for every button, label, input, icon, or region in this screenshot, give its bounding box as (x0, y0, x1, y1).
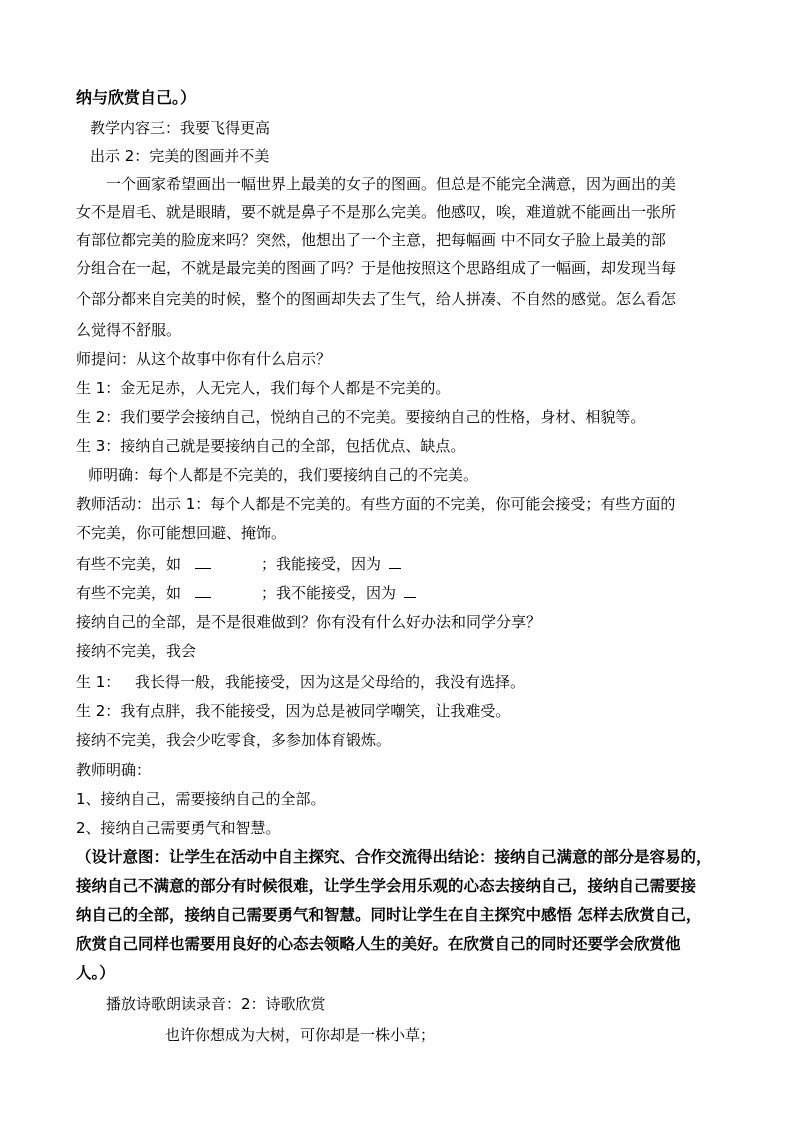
text-line: 纳与欣赏自己。） (76, 88, 197, 107)
text-line: 接纳自己的全部，是不是很难做到？你有没有什么好办法和同学分享？ (76, 613, 542, 631)
text-line: 2、接纳自己需要勇气和智慧。 (76, 819, 281, 837)
text-line: 生 3：接纳自己就是要接纳自己的全部，包括优点、缺点。 (76, 437, 466, 455)
text-line: 教师明确： (76, 761, 152, 779)
text-line: 生 1： (76, 673, 121, 691)
text-line: 接纳不完美，我会 (76, 642, 197, 660)
text-line: 出示 2：完美的图画并不美 (90, 147, 270, 165)
design-intent-line: 人。） (76, 964, 115, 982)
answer-blank (404, 584, 416, 598)
text-line: 不完美，你可能想回避、掩饰。 (76, 524, 287, 542)
text-line: 教学内容三：我要飞得更高 (90, 119, 271, 137)
text-line: 教师活动：出示 1：每个人都是不完美的。有些方面的不完美，你可能会接受；有些方面的 (76, 495, 676, 513)
text-line: 播放诗歌朗读录音：2：诗歌欣赏 (106, 995, 326, 1013)
text-line: 么觉得不舒服。 (76, 321, 182, 339)
answer-blank (195, 584, 211, 598)
text-line: 分组合在一起，不就是最完美的图画了吗？于是他按照这个思路组成了一幅画，却发现当每 (76, 259, 677, 277)
text-line: 生 1：金无足赤，人无完人，我们每个人都是不完美的。 (76, 379, 451, 397)
answer-blank (195, 555, 211, 569)
text-line: 师提问：从这个故事中你有什么启示？ (76, 350, 332, 368)
text-line: 生 2：我们要学会接纳自己，悦纳自己的不完美。要接纳自己的性格，身材、相貌等。 (76, 408, 646, 426)
poem-line: 也许你想成为大树，可你却是一株小草； (165, 1026, 436, 1044)
text-line: 师明确：每个人都是不完美的，我们要接纳自己的不完美。 (88, 466, 479, 484)
text-line: 个部分都来自完美的时候，整个的图画却失去了生气，给人拼凑、不自然的感觉。怎么看怎 (76, 290, 677, 308)
design-intent-line: （设计意图：让学生在活动中自主探究、合作交流得出结论：接纳自己满意的部分是容易的， (76, 848, 712, 866)
text-line: 女不是眉毛、就是眼睛，要不就是鼻子不是那么完美。他感叹，唉，难道就不能画出一张所 (76, 203, 677, 221)
design-intent-line: 纳自己的全部，接纳自己需要勇气和智慧。同时让学生在自主探究中感悟 怎样去欣赏自己， (76, 906, 702, 924)
fill-in-line (76, 583, 416, 603)
fill-in-prompt: 有些不完美，如 (76, 555, 182, 573)
text-line: 我长得一般，我能接受，因为这是父母给的，我没有选择。 (135, 673, 526, 691)
fill-in-prompt: 有些不完美，如 (76, 584, 182, 602)
design-intent-line: 接纳自己不满意的部分有时候很难，让学生学会用乐观的心态去接纳自己，接纳自己需要接 (76, 877, 697, 895)
fill-in-prompt: ；我能接受，因为 (261, 555, 382, 573)
text-line: 1、接纳自己，需要接纳自己的全部。 (76, 790, 326, 808)
design-intent-line: 欣赏自己同样也需要用良好的心态去领略人生的美好。在欣赏自己的同时还要学会欣赏他 (76, 935, 681, 953)
text-line: 一个画家希望画出一幅世界上最美的女子的图画。但总是不能完全满意，因为画出的美 (106, 175, 677, 193)
text-line: 有部位都完美的脸庞来吗？突然，他想出了一个主意，把每幅画 中不同女子脸上最美的部 (76, 231, 666, 249)
fill-in-prompt: ；我不能接受，因为 (261, 584, 397, 602)
fill-in-line (76, 554, 401, 574)
text-line: 生 2：我有点胖，我不能接受，因为总是被同学嘲笑，让我难受。 (76, 702, 511, 720)
answer-blank (389, 555, 401, 569)
text-line: 接纳不完美，我会少吃零食，多参加体育锻炼。 (76, 731, 392, 749)
